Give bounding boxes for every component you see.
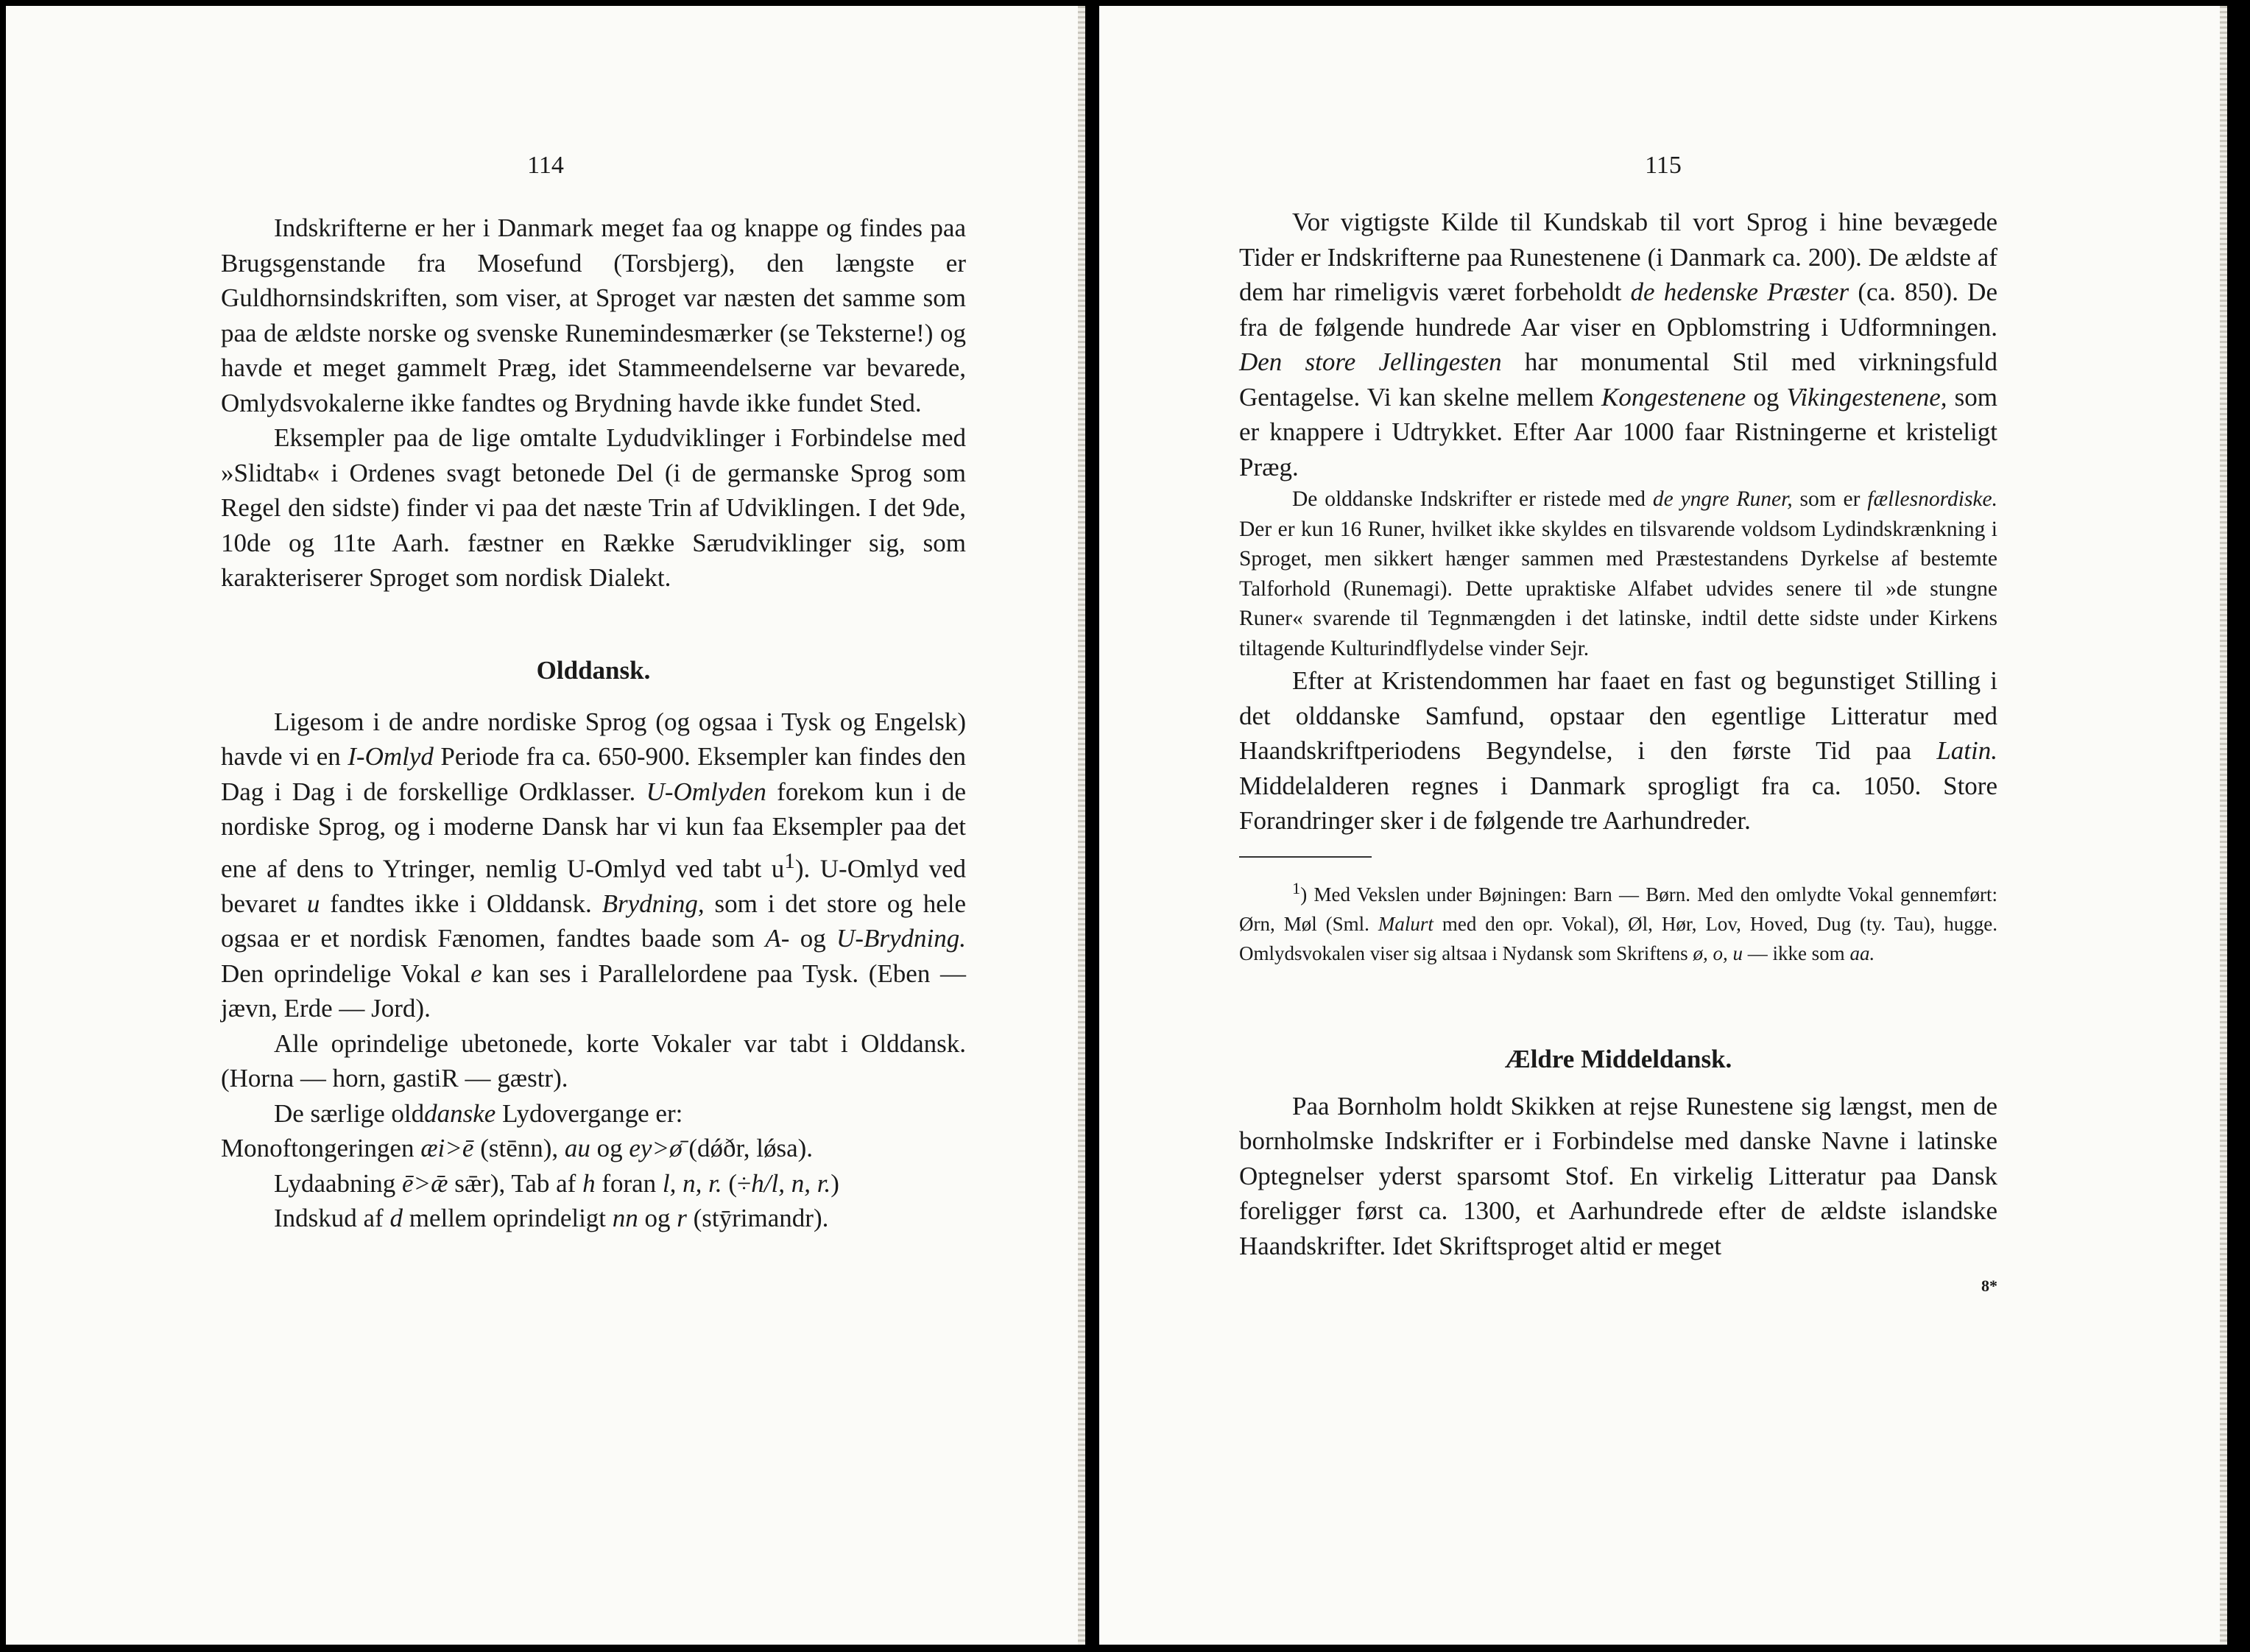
signature-mark: 8* — [1981, 1277, 1997, 1295]
section-heading: Olddansk. — [536, 655, 651, 685]
footnote-mark: 1 — [1292, 878, 1301, 897]
paragraph: Eksempler paa de lige omtalte Lydudviklinger i Forbindelse med »Slidtab« i Ordenes svagt betonede Del (i de germanske Sprog som Regel den sidste) finder vi paa det næste Trin af Udviklingen. I det 9de, 10de og 11te Aarh. fæstner en Række Særudviklinger sig, som karakteriserer Sproget som nordisk Dialekt. — [221, 423, 966, 592]
page-number: 115 — [1645, 152, 1682, 179]
paragraph: Ligesom i de andre nordiske Sprog (og ogsaa i Tysk og Engelsk) havde vi en I-Omlyd Periode fra ca. 650-900. Eksempler kan findes den Dag i Dag i de forskellige Ordklasser. U-Omlyden forekom kun i de nordiske Sprog, og i moderne Dansk har vi kun faa Eksempler paa det ene af dens to Ytringer, nemlig U-Omlyd ved tabt $u^1$). U-Omlyd ved bevaret u fandtes ikke i Olddansk. Brydning, som i det store og hele ogsaa er et nordisk Fænomen, fandtes baade som A- og U-Brydning. Den oprindelige Vokal e kan ses i Parallelordene paa Tysk. (Eben — jævn, Erde — Jord). — [221, 707, 967, 1023]
paragraph: Monoftongeringen æi>ē (stēnn), au og ey>ø̄ (dǿðr, lǿsa). — [221, 1134, 814, 1163]
footnote-mark: 1 — [784, 849, 795, 873]
paragraph: Indskud af d mellem oprindeligt nn og r (stȳrimandr). — [274, 1204, 829, 1233]
small-paragraph: De olddanske Indskrifter er ristede med de yngre Runer, som er fællesnordiske. Der er kun 16 Runer, hvilket ikke skyldes en tilsvarende voldsom Lydindskrænkning i Sproget, men sikkert hænger sammen med Præstestandens Dyrkelse af bestemte Talforhold (Runemagi). Dette upraktiske Alfabet udvides senere til »de stungne Runer« svarende til Tegnmængden i det latinske, indtil dette sidste under Kirkens tiltagende Kulturindflydelse vinder Sejr. — [1239, 487, 1997, 660]
footnote-divider — [1239, 856, 1372, 858]
text-column — [221, 211, 966, 1236]
text-column — [1239, 205, 1998, 1295]
left-page — [6, 6, 1085, 1645]
section-heading: Ældre Middeldansk. — [1504, 1044, 1732, 1073]
paragraph: De særlige olddanske Lydovergange er: — [274, 1098, 683, 1128]
page-number: 114 — [527, 152, 564, 179]
page-edge — [2220, 6, 2227, 1645]
right-page — [1099, 6, 2227, 1645]
paragraph: Paa Bornholm holdt Skikken at rejse Runestene sig længst, men de bornholmske Indskrifter er i Forbindelse med danske Navne i latinske Optegnelser yderst sparsomt Stof. En virkelig Litteratur paa Dansk foreligger først ca. 1300, et Aarhundrede efter de ældste islandske Haandskrifter. Idet Skriftsproget altid er meget — [1239, 1091, 1997, 1260]
footnote: $^1$) Med Vekslen under Bøjningen: Barn — Børn. Med den omlydte Vokal gennemført: Ørn, Møl (Sml. Malurt med den opr. Vokal), Øl, Hør, Lov, Hoved, Dug (ty. Tau), hugge. Omlydsvokalen viser sig altsaa i Nydansk som Skriftens ø, o, u — ikke som aa. — [1239, 878, 1997, 964]
page-edge — [1078, 6, 1085, 1645]
paragraph: Vor vigtigste Kilde til Kundskab til vort Sprog i hine bevægede Tider er Indskrifterne paa Runestenene (i Danmark ca. 200). De ældste af dem har rimeligvis været forbeholdt de hedenske Præster (ca. 850). De fra de følgende hundrede Aar viser en Opblomstring i Udformningen. Den store Jellingesten har monumental Stil med virkningsfuld Gentagelse. Vi kan skelne mellem Kongestenene og Vikingestenene, som er knappere i Udtrykket. Efter Aar 1000 faar Ristningerne et kristeligt Præg. — [1239, 208, 1998, 481]
paragraph: Alle oprindelige ubetonede, korte Vokaler var tabt i Olddansk. (Horna — horn, gastiR — gæstr). — [221, 1028, 966, 1093]
paragraph: Indskrifterne er her i Danmark meget faa og knappe og findes paa Brugsgenstande fra Mosefund (Torsbjerg), den længste er Guldhornsindskriften, som viser, at Sproget var næsten det samme som paa de ældste norske og svenske Runemindesmærker (se Teksterne!) og havde et meget gammelt Præg, idet Stammeendelserne var bevarede, Omlydsvokalerne ikke fandtes og Brydning havde ikke fundet Sted. — [221, 213, 966, 417]
paragraph: Lydaabning ē>ǣ sǣr), Tab af h foran l, n, r. (÷h/l, n, r.) — [274, 1168, 839, 1198]
paragraph: Efter at Kristendommen har faaet en fast og begunstiget Stilling i det olddanske Samfund, opstaar den egentlige Litteratur med Haandskriftperiodens Begyndelse, i den første Tid paa Latin. Middelalderen regnes i Danmark sprogligt fra ca. 1050. Store Forandringer sker i de følgende tre Aarhundreder. — [1239, 666, 1997, 835]
